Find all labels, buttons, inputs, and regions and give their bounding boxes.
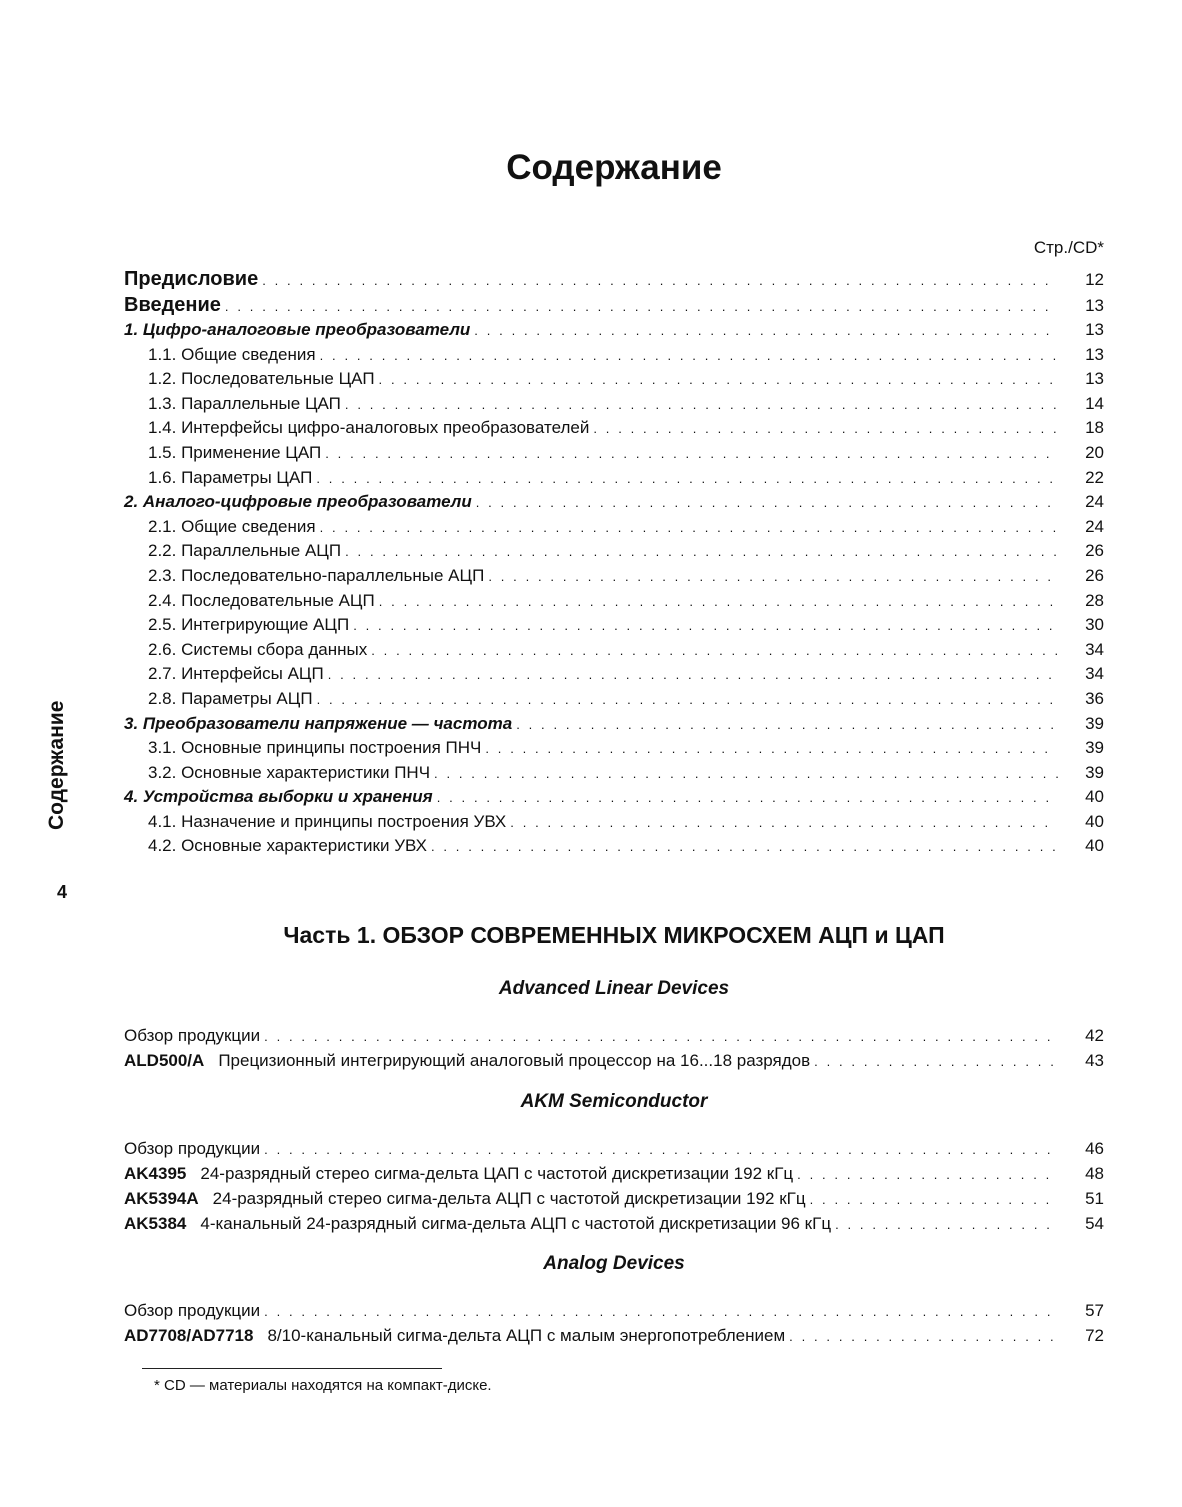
product-code: AK5384 bbox=[124, 1214, 187, 1233]
toc-entry[interactable] bbox=[124, 785, 1104, 810]
toc-entry-title: 3.2. Основные характеристики ПНЧ bbox=[148, 762, 431, 782]
overview-row[interactable] bbox=[124, 1136, 1104, 1161]
toc-entry[interactable] bbox=[124, 638, 1104, 663]
leader-dots bbox=[814, 1048, 1058, 1074]
leader-dots bbox=[264, 1023, 1058, 1049]
page-ref: 72 bbox=[1085, 1326, 1104, 1345]
toc-entry-title: 3. Преобразователи напряжение — частота bbox=[124, 713, 513, 733]
toc-entry[interactable] bbox=[124, 490, 1104, 515]
toc-entry[interactable] bbox=[124, 761, 1104, 786]
leader-dots bbox=[797, 1161, 1058, 1187]
leader-dots bbox=[437, 785, 1058, 811]
toc-entry-page: 34 bbox=[1085, 664, 1104, 684]
leader-dots bbox=[789, 1323, 1058, 1349]
leader-dots bbox=[262, 266, 1058, 294]
product-description: 24-разрядный стерео сигма-дельта АЦП с частотой дискретизации 192 кГц bbox=[212, 1189, 806, 1208]
manufacturer-section bbox=[124, 1090, 1104, 1236]
part-heading: ОБЗОР СОВРЕМЕННЫХ МИКРОСХЕМ АЦП и ЦАП bbox=[382, 922, 945, 948]
leader-dots bbox=[316, 466, 1058, 492]
side-tab-label: Содержание bbox=[45, 700, 68, 830]
toc-entry-page: 28 bbox=[1085, 590, 1104, 610]
toc-entry-page: 39 bbox=[1085, 713, 1104, 733]
toc-entry[interactable] bbox=[124, 539, 1104, 564]
product-row[interactable] bbox=[124, 1323, 1104, 1348]
toc-entry[interactable] bbox=[124, 564, 1104, 589]
toc-entry[interactable] bbox=[124, 292, 1104, 318]
leader-dots bbox=[474, 318, 1058, 344]
leader-dots bbox=[264, 1298, 1058, 1324]
product-description: 8/10-канальный сигма-дельта АЦП с малым энергопотреблением bbox=[267, 1326, 786, 1345]
toc-entry[interactable] bbox=[124, 441, 1104, 466]
toc-entry-title: 4.1. Назначение и принципы построения УВХ bbox=[148, 811, 507, 831]
leader-dots bbox=[485, 736, 1058, 762]
toc-entry-title: 1.5. Применение ЦАП bbox=[148, 442, 322, 462]
leader-dots bbox=[379, 367, 1058, 393]
toc-entry-page: 26 bbox=[1085, 565, 1104, 585]
toc-entry-title: 2.1. Общие сведения bbox=[148, 516, 316, 536]
toc-entry-page: 24 bbox=[1085, 516, 1104, 536]
toc-entry[interactable] bbox=[124, 367, 1104, 392]
toc-entry[interactable] bbox=[124, 416, 1104, 441]
toc-entry-page: 13 bbox=[1085, 369, 1104, 389]
toc-entry-page: 36 bbox=[1085, 688, 1104, 708]
toc-entry-title: 2.5. Интегрирующие АЦП bbox=[148, 615, 350, 635]
manufacturer-section bbox=[124, 977, 1104, 1073]
part-title bbox=[0, 922, 1182, 949]
product-row[interactable] bbox=[124, 1186, 1104, 1211]
toc-entry-title: Предисловие bbox=[124, 268, 259, 290]
toc-entry[interactable] bbox=[124, 318, 1104, 343]
page-ref: 46 bbox=[1085, 1139, 1104, 1158]
toc-entry-page: 40 bbox=[1085, 787, 1104, 807]
leader-dots bbox=[264, 1136, 1058, 1162]
leader-dots bbox=[431, 834, 1058, 860]
leader-dots bbox=[835, 1211, 1058, 1237]
manufacturer-name: AKM Semiconductor bbox=[520, 1091, 708, 1112]
product-code: ALD500/A bbox=[124, 1051, 205, 1070]
leader-dots bbox=[379, 589, 1058, 615]
page-number: 4 bbox=[57, 882, 68, 902]
toc-entry[interactable] bbox=[124, 343, 1104, 368]
toc-entry[interactable] bbox=[124, 712, 1104, 737]
toc-entry-title: 1.4. Интерфейсы цифро-аналоговых преобразователей bbox=[148, 418, 590, 438]
leader-dots bbox=[345, 539, 1058, 565]
leader-dots bbox=[320, 515, 1058, 541]
toc-entry-page: 18 bbox=[1085, 418, 1104, 438]
toc-entry-title: 1.6. Параметры ЦАП bbox=[148, 467, 313, 487]
toc-entry-title: 2.4. Последовательные АЦП bbox=[148, 590, 375, 610]
overview-row[interactable] bbox=[124, 1023, 1104, 1048]
toc-entry[interactable] bbox=[124, 613, 1104, 638]
toc-entry-page: 22 bbox=[1085, 467, 1104, 487]
leader-dots bbox=[434, 761, 1058, 787]
leader-dots bbox=[476, 490, 1058, 516]
part-prefix: Часть 1. bbox=[283, 922, 377, 948]
toc-entry-title: 1. Цифро-аналоговые преобразователи bbox=[124, 320, 471, 339]
leader-dots bbox=[320, 343, 1058, 369]
toc-entry-title: 3.1. Основные принципы построения ПНЧ bbox=[148, 738, 482, 758]
toc-entry-page: 14 bbox=[1085, 393, 1104, 413]
page-column-header: Стр./CD* bbox=[1033, 238, 1104, 257]
toc-entry-page: 39 bbox=[1085, 762, 1104, 782]
toc-entry-page: 20 bbox=[1085, 442, 1104, 462]
leader-dots bbox=[325, 441, 1058, 467]
toc-entry-page: 24 bbox=[1085, 492, 1104, 512]
product-code: AK5394A bbox=[124, 1189, 199, 1208]
leader-dots bbox=[510, 810, 1058, 836]
toc-entry-title: Введение bbox=[124, 294, 221, 316]
toc-entry-page: 39 bbox=[1085, 738, 1104, 758]
footnote-divider bbox=[142, 1368, 442, 1369]
product-description: 4-канальный 24-разрядный сигма-дельта АЦП с частотой дискретизации 96 кГц bbox=[200, 1214, 832, 1233]
toc-entry-title: 2.8. Параметры АЦП bbox=[148, 688, 313, 708]
page-ref: 42 bbox=[1085, 1026, 1104, 1045]
toc-entry-title: 1.1. Общие сведения bbox=[148, 344, 316, 364]
toc-entry[interactable] bbox=[124, 834, 1104, 859]
product-code: AK4395 bbox=[124, 1164, 187, 1183]
leader-dots bbox=[328, 662, 1058, 688]
overview-row[interactable] bbox=[124, 1298, 1104, 1323]
leader-dots bbox=[371, 638, 1058, 664]
page-ref: 48 bbox=[1085, 1164, 1104, 1183]
product-description: 24-разрядный стерео сигма-дельта ЦАП с частотой дискретизации 192 кГц bbox=[200, 1164, 794, 1183]
toc-entry[interactable] bbox=[124, 810, 1104, 835]
leader-dots bbox=[225, 292, 1058, 320]
toc-entry-title: 2.7. Интерфейсы АЦП bbox=[148, 664, 324, 684]
toc-entry[interactable] bbox=[124, 515, 1104, 540]
leader-dots bbox=[488, 564, 1058, 590]
manufacturer-name: Advanced Linear Devices bbox=[498, 978, 730, 999]
toc-entry[interactable] bbox=[124, 266, 1104, 292]
toc-entry-title: 2.2. Параллельные АЦП bbox=[148, 541, 342, 561]
toc-entry[interactable] bbox=[124, 466, 1104, 491]
page-ref: 57 bbox=[1085, 1301, 1104, 1320]
page-title: Содержание bbox=[506, 148, 722, 187]
toc-entry[interactable] bbox=[124, 392, 1104, 417]
leader-dots bbox=[593, 416, 1058, 442]
product-description: Прецизионный интегрирующий аналоговый процессор на 16...18 разрядов bbox=[218, 1051, 811, 1070]
toc-entry-page: 12 bbox=[1085, 270, 1104, 289]
toc-entry-page: 13 bbox=[1085, 344, 1104, 364]
toc-entry-page: 26 bbox=[1085, 541, 1104, 561]
page-ref: 54 bbox=[1085, 1214, 1104, 1233]
leader-dots bbox=[353, 613, 1058, 639]
toc-entry[interactable] bbox=[124, 736, 1104, 761]
footnote: * CD — материалы находятся на компакт-диске. bbox=[154, 1377, 492, 1394]
toc-entry-title: 1.2. Последовательные ЦАП bbox=[148, 369, 375, 389]
toc-entry-page: 34 bbox=[1085, 639, 1104, 659]
overview-label: Обзор продукции bbox=[124, 1026, 261, 1045]
leader-dots bbox=[345, 392, 1058, 418]
toc-entry[interactable] bbox=[124, 662, 1104, 687]
toc-entry-title: 1.3. Параллельные ЦАП bbox=[148, 393, 341, 413]
toc-entry-title: 4. Устройства выборки и хранения bbox=[124, 787, 433, 807]
product-code: AD7708/AD7718 bbox=[124, 1326, 254, 1345]
page-ref: 51 bbox=[1085, 1189, 1104, 1208]
overview-label: Обзор продукции bbox=[124, 1301, 261, 1320]
leader-dots bbox=[317, 687, 1058, 713]
toc-entry-title: 2.3. Последовательно-параллельные АЦП bbox=[148, 565, 485, 585]
toc-entry-title: 4.2. Основные характеристики УВХ bbox=[148, 836, 427, 856]
toc-entry-page: 40 bbox=[1085, 836, 1104, 856]
toc-entry-title: 2. Аналого-цифровые преобразователи bbox=[124, 492, 472, 512]
leader-dots bbox=[810, 1186, 1058, 1212]
leader-dots bbox=[516, 712, 1058, 738]
toc-entry[interactable] bbox=[124, 687, 1104, 712]
toc-entry[interactable] bbox=[124, 589, 1104, 614]
page-ref: 43 bbox=[1085, 1051, 1104, 1070]
product-row[interactable] bbox=[124, 1211, 1104, 1236]
toc-entry-title: 2.6. Системы сбора данных bbox=[148, 639, 368, 659]
toc-entry-page: 30 bbox=[1085, 615, 1104, 635]
table-of-contents bbox=[124, 266, 1104, 859]
toc-entry-page: 40 bbox=[1085, 811, 1104, 831]
toc-entry-page: 13 bbox=[1085, 320, 1104, 339]
toc-entry-page: 13 bbox=[1085, 296, 1104, 315]
manufacturer-name: Analog Devices bbox=[543, 1253, 685, 1274]
manufacturer-section bbox=[124, 1252, 1104, 1348]
product-row[interactable] bbox=[124, 1161, 1104, 1186]
product-row[interactable] bbox=[124, 1048, 1104, 1073]
overview-label: Обзор продукции bbox=[124, 1139, 261, 1158]
